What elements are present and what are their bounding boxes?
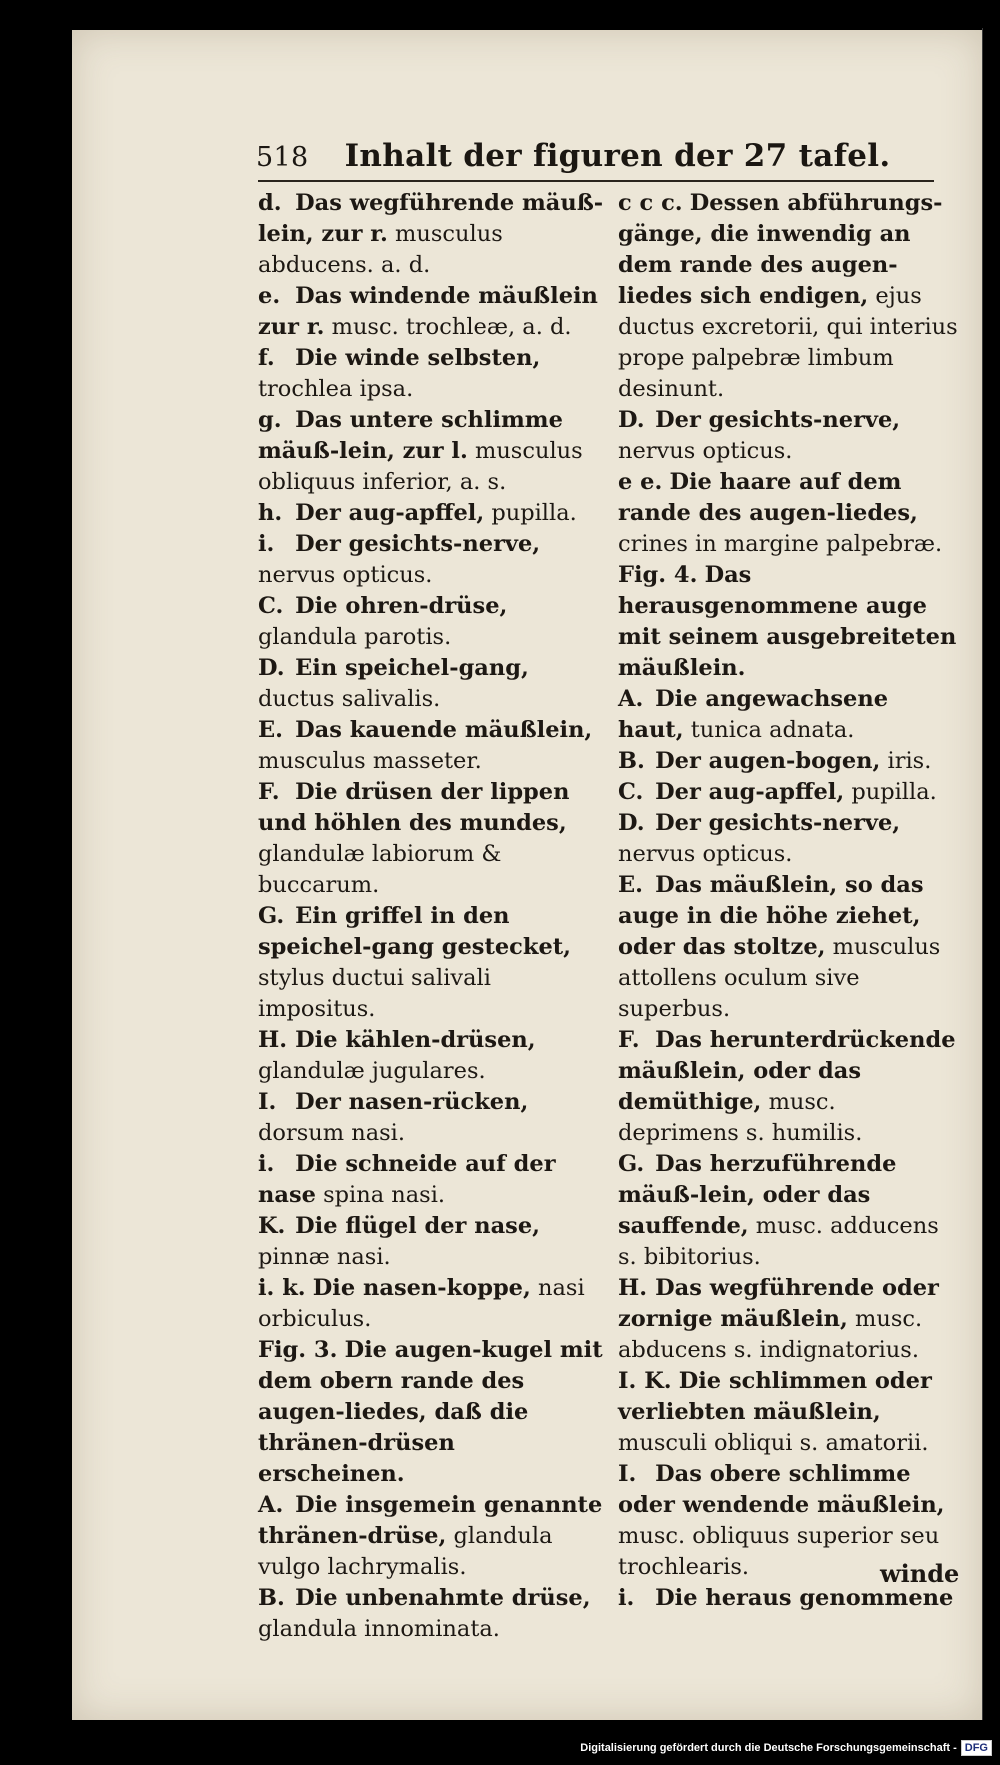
entry-german-text: Die schlimmen oder verliebten mäußlein, [618,1368,932,1425]
entry-label: h. [258,500,283,526]
index-entry [258,1087,606,1149]
entry-german-text: Das herausgenommene auge mit seinem ausgebreiteten mäußlein. [618,562,957,681]
catchword: winde [880,1559,960,1588]
footer-text: Digitalisierung gefördert durch die Deutsche Forschungsgemeinschaft - [580,1742,957,1754]
index-entry [618,188,958,405]
entry-german-text: Die ohren-drüse, [295,593,508,619]
entry-latin-text: crines in margine palpebræ. [618,531,943,557]
page-edge [982,28,1000,1720]
running-header [256,138,936,178]
entry-latin-text: musculus masseter. [258,748,482,774]
index-entry [618,1025,958,1149]
entry-latin-text: musc. obliquus superior seu trochlearis. [618,1523,940,1580]
entry-latin-text: nervus opticus. [618,438,793,464]
entry-german-text: Die unbenahmte drüse, [295,1585,591,1611]
left-column [258,188,606,1645]
index-entry [258,498,606,529]
entry-latin-text: pupilla. [491,500,577,526]
entry-label: F. [618,1027,640,1053]
dfg-logo: DFG [961,1740,992,1756]
entry-latin-text: tunica adnata. [690,717,855,743]
entry-german-text: Die haare auf dem rande des augen-liedes, [618,469,918,526]
entry-latin-text: nasi orbiculus. [258,1275,585,1332]
index-entry [618,1366,958,1459]
index-entry [258,1335,606,1490]
index-entry [258,343,606,405]
index-entry [618,870,958,1025]
entry-german-text: Das untere schlimme mäuß-lein, zur l. [258,407,563,464]
entry-german-text: Der gesichts-nerve, [655,407,901,433]
entry-label: A. [258,1492,284,1518]
index-entry [258,653,606,715]
index-entry [618,808,958,870]
page-title: Inhalt der figuren der 27 tafel. [344,138,891,174]
entry-german-text: Ein griffel in den speichel-gang gestecket, [258,903,572,960]
index-entry [618,405,958,467]
entry-label: i. [258,1151,275,1177]
entry-label: I. K. [618,1368,672,1394]
entry-latin-text: musculus obliquus inferior, a. s. [258,438,583,495]
entry-latin-text: glandula parotis. [258,624,452,650]
entry-latin-text: glandulæ labiorum & buccarum. [258,841,502,898]
entry-german-text: Das wegführende oder zornige mäußlein, [618,1275,939,1332]
digitization-footer [580,1737,992,1759]
index-entry [258,1149,606,1211]
entry-latin-text: musculus abducens. a. d. [258,221,503,278]
entry-label: G. [258,903,285,929]
index-entry [258,188,606,281]
entry-latin-text: pupilla. [851,779,937,805]
entry-label: I. [258,1089,277,1115]
entry-latin-text: musc. abducens s. indignatorius. [618,1306,923,1363]
index-entry [258,281,606,343]
entry-label: d. [258,190,282,216]
index-entry [258,1211,606,1273]
entry-german-text: Die flügel der nase, [295,1213,540,1239]
index-entry [258,529,606,591]
entry-label: I. [618,1461,637,1487]
entry-german-text: Die schneide auf der nase [258,1151,556,1208]
page-number: 518 [256,142,309,173]
entry-german-text: Der gesichts-nerve, [655,810,901,836]
index-entry [618,1273,958,1366]
entry-label: c c c. [618,190,683,216]
entry-label: i. [618,1585,635,1611]
entry-label: f. [258,345,275,371]
entry-german-text: Die insgemein genannte thränen-drüse, [258,1492,603,1549]
entry-label: K. [258,1213,286,1239]
index-entry [258,901,606,1025]
index-entry [618,746,958,777]
entry-latin-text: pinnæ nasi. [258,1244,391,1270]
entry-label: C. [258,593,284,619]
entry-label: D. [618,810,645,836]
entry-label: g. [258,407,282,433]
entry-german-text: Die kählen-drüsen, [295,1027,536,1053]
entry-german-text: Ein speichel-gang, [295,655,529,681]
index-entry [618,684,958,746]
entry-german-text: Die augen-kugel mit dem obern rande des augen-liedes, daß die thränen-drüsen erscheinen. [258,1337,603,1487]
index-entry [258,715,606,777]
entry-label: G. [618,1151,645,1177]
entry-german-text: Dessen abführungs-gänge, die inwendig an dem rande des augen-liedes sich endigen, [618,190,943,309]
entry-label: e e. [618,469,663,495]
entry-label: B. [618,748,645,774]
entry-german-text: Das kauende mäußlein, [295,717,593,743]
entry-latin-text: musc. adducens s. bibitorius. [618,1213,939,1270]
entry-latin-text: iris. [887,748,932,774]
entry-label: E. [258,717,283,743]
entry-latin-text: glandula innominata. [258,1616,500,1642]
index-entry [618,777,958,808]
entry-label: H. [258,1027,288,1053]
entry-latin-text: musculus attollens oculum sive superbus. [618,934,941,1022]
entry-german-text: Das wegführende mäuß-lein, zur r. [258,190,604,247]
entry-latin-text: musc. trochleæ, a. d. [331,314,572,340]
entry-latin-text: ejus ductus excretorii, qui interius prope palpebræ limbum desinunt. [618,283,958,402]
entry-german-text: Die nasen-koppe, [312,1275,531,1301]
entry-german-text: Die angewachsene haut, [618,686,889,743]
index-entry [258,1490,606,1583]
entry-label: B. [258,1585,285,1611]
entry-german-text: Der gesichts-nerve, [295,531,541,557]
entry-label: H. [618,1275,648,1301]
entry-latin-text: musculi obliqui s. amatorii. [618,1430,929,1456]
entry-latin-text: nervus opticus. [618,841,793,867]
index-entry [618,467,958,560]
index-entry [258,591,606,653]
entry-german-text: Die heraus genommene [655,1585,954,1611]
entry-german-text: Das mäußlein, so das auge in die höhe ziehet, oder das stoltze, [618,872,924,960]
entry-label: D. [258,655,285,681]
entry-label: e. [258,283,281,309]
entry-german-text: Die winde selbsten, [295,345,541,371]
index-entry [258,1583,606,1645]
entry-label: E. [618,872,643,898]
entry-latin-text: nervus opticus. [258,562,433,588]
index-entry [618,1149,958,1273]
index-entry [258,405,606,498]
entry-label: i. [258,531,275,557]
entry-german-text: Das windende mäußlein zur r. [258,283,598,340]
entry-german-text: Der aug-apffel, [655,779,845,805]
entry-label: Fig. 3. [258,1337,338,1363]
entry-label: i. k. [258,1275,306,1301]
index-entry [258,1273,606,1335]
entry-label: F. [258,779,280,805]
index-entry [618,560,958,684]
entry-german-text: Das obere schlimme oder wendende mäußlein, [618,1461,945,1518]
entry-latin-text: glandula vulgo lachrymalis. [258,1523,553,1580]
entry-latin-text: dorsum nasi. [258,1120,406,1146]
entry-latin-text: stylus ductui salivali impositus. [258,965,491,1022]
entry-german-text: Das herunterdrückende mäußlein, oder das demüthige, [618,1027,956,1115]
entry-label: C. [618,779,644,805]
entry-latin-text: musc. deprimens s. humilis. [618,1089,863,1146]
entry-german-text: Die drüsen der lippen und höhlen des mundes, [258,779,570,836]
entry-latin-text: glandulæ jugulares. [258,1058,486,1084]
header-rule [258,180,934,182]
entry-latin-text: spina nasi. [323,1182,446,1208]
entry-label: A. [618,686,644,712]
index-entry [258,777,606,901]
entry-german-text: Das herzuführende mäuß-lein, oder das sauffende, [618,1151,897,1239]
right-column [618,188,958,1614]
entry-latin-text: trochlea ipsa. [258,376,414,402]
index-entry [258,1025,606,1087]
entry-label: Fig. 4. [618,562,698,588]
entry-latin-text: ductus salivalis. [258,686,441,712]
entry-german-text: Der aug-apffel, [295,500,485,526]
entry-german-text: Der augen-bogen, [655,748,881,774]
entry-german-text: Der nasen-rücken, [295,1089,529,1115]
entry-label: D. [618,407,645,433]
